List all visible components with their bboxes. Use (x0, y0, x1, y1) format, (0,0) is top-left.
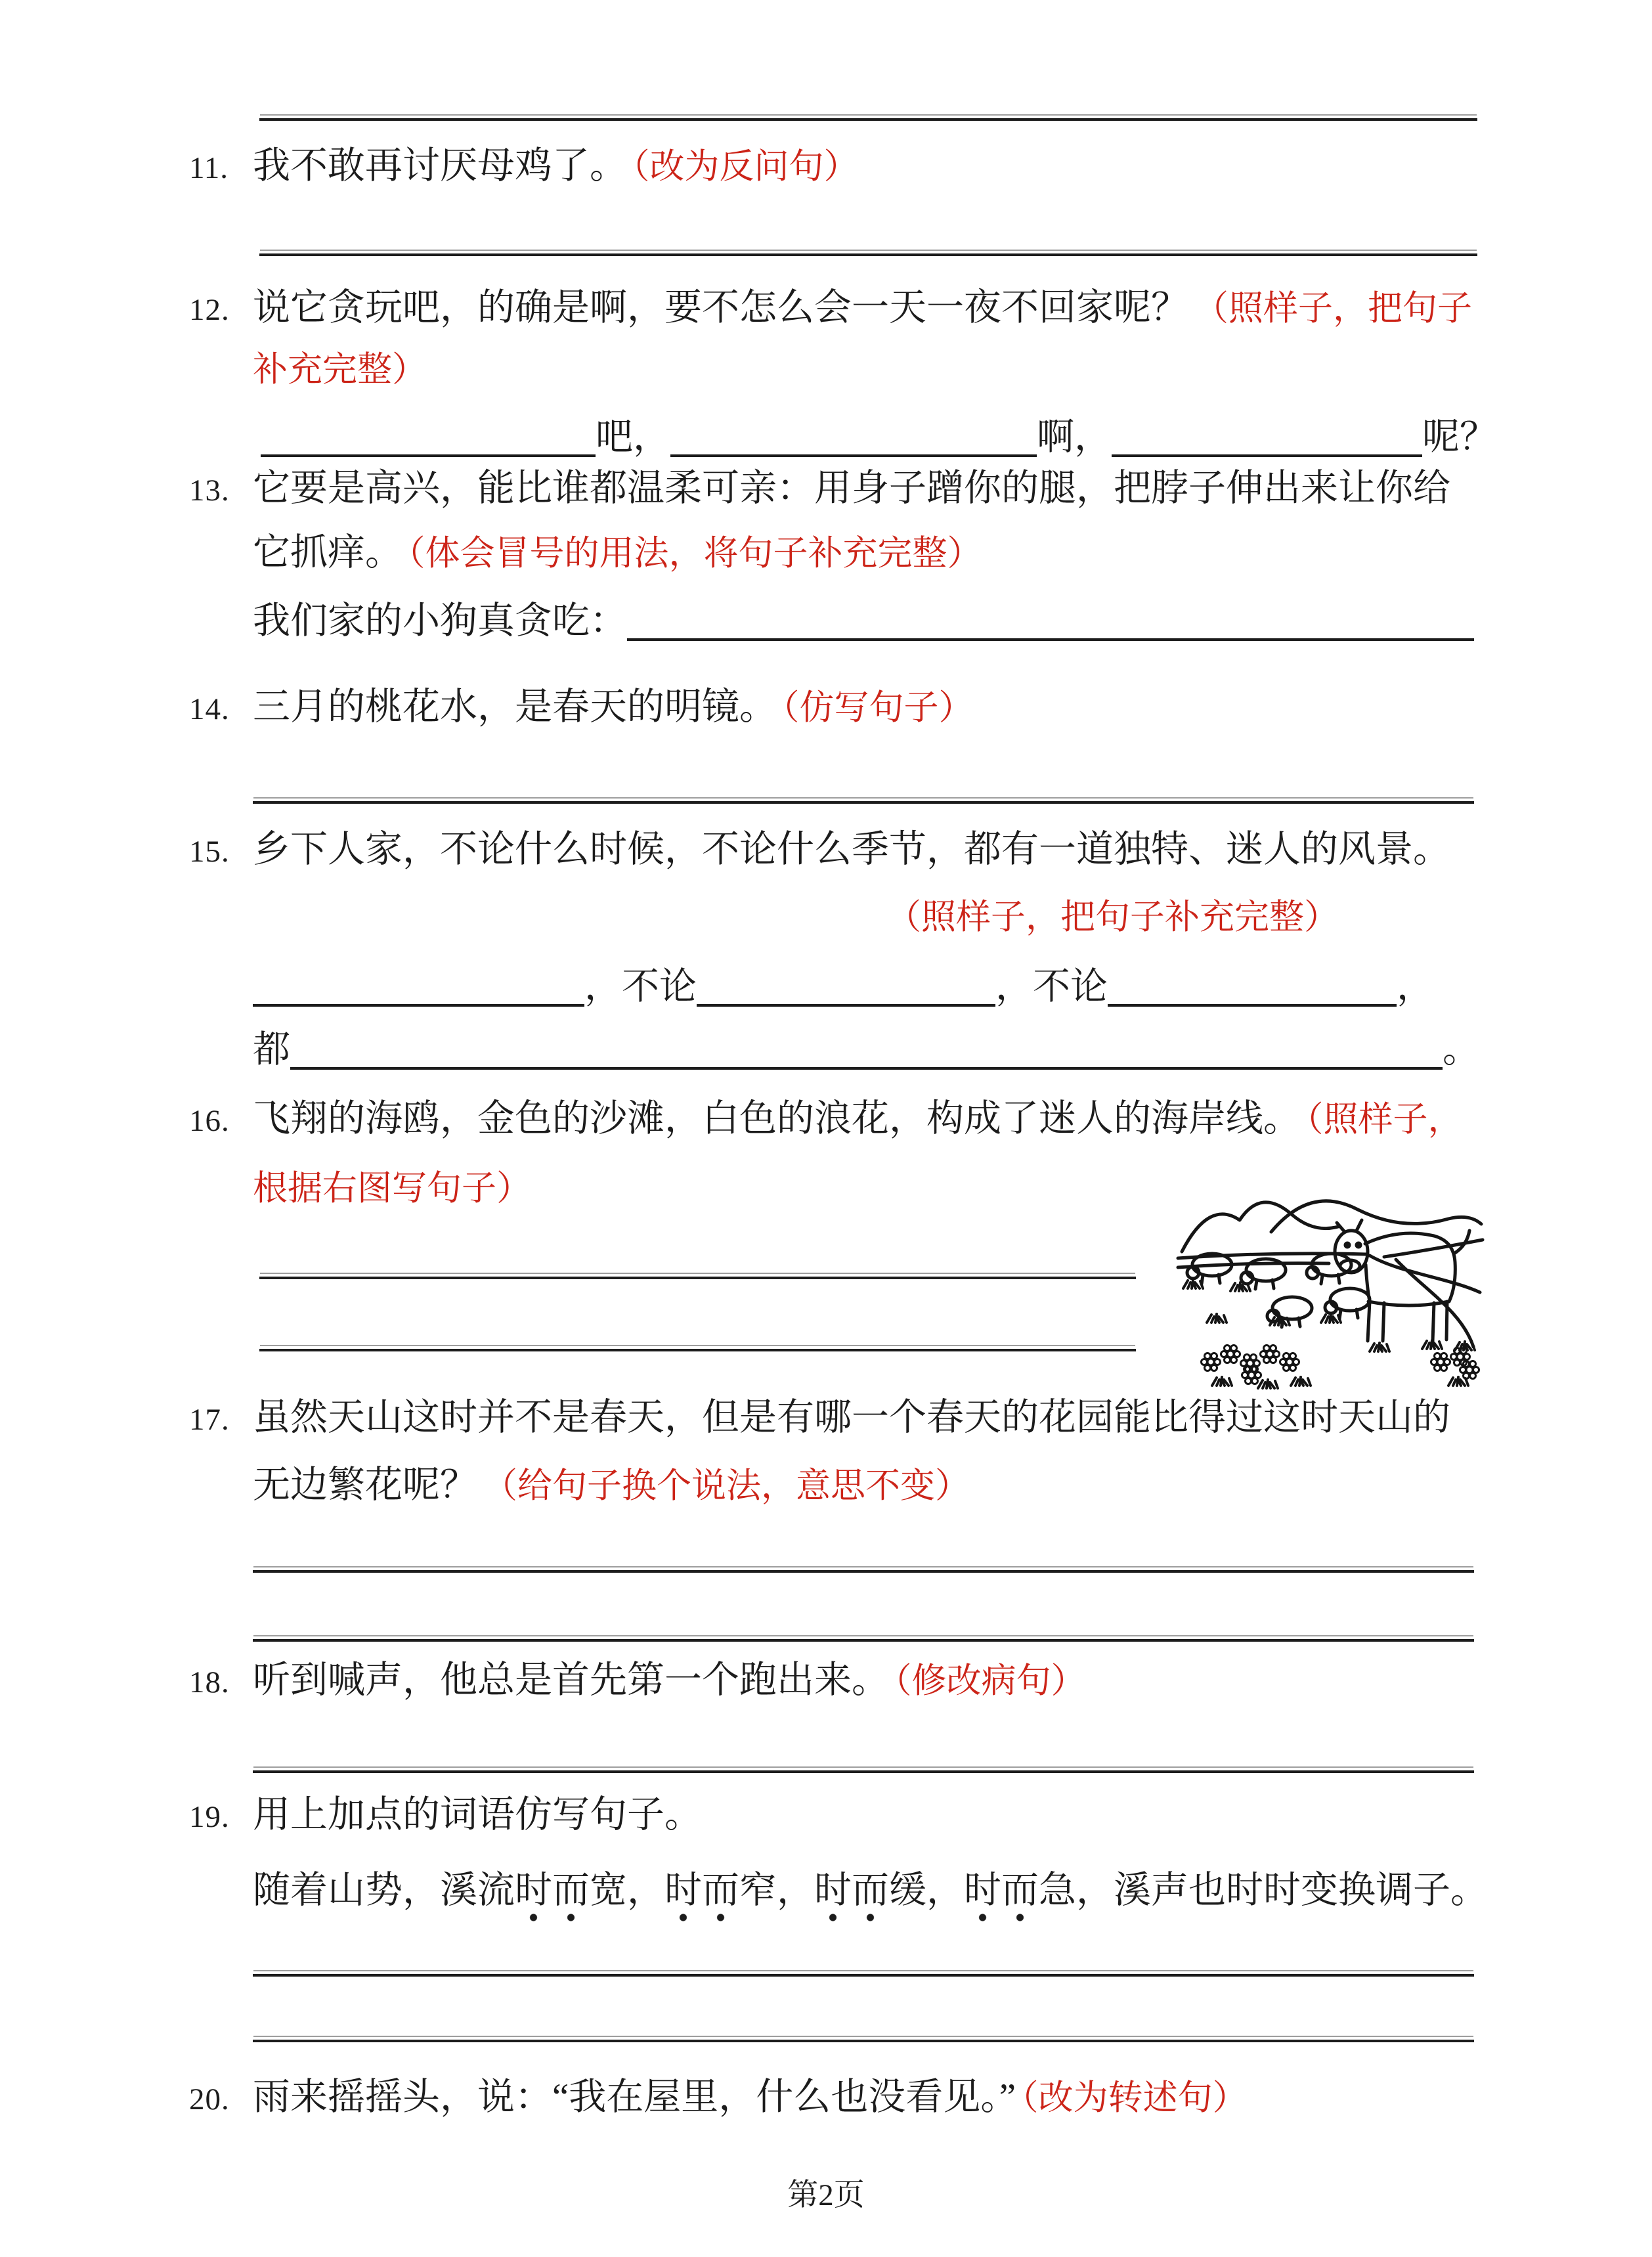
fill-word: 呢？ (1422, 416, 1497, 458)
sentence-segment: 急，溪声也时时变换调子。 (1039, 1870, 1488, 1911)
question-text: 三月的桃花水，是春天的明镜。 (253, 686, 777, 728)
question-text: 我不敢再讨厌母鸡了。 (253, 145, 627, 186)
question-number: 11. (189, 151, 229, 185)
answer-line[interactable] (253, 1570, 1474, 1573)
question-19-example-sentence (253, 1870, 1488, 1911)
answer-line[interactable] (253, 801, 1474, 804)
fill-word: ， (1397, 966, 1434, 1007)
question-text: 虽然天山这时并不是春天，但是有哪一个春天的花园能比得过这时天山的 (253, 1397, 1450, 1438)
pasture-illustration (1173, 1153, 1494, 1390)
answer-line[interactable] (253, 2040, 1474, 2042)
question-13 (189, 468, 1450, 511)
question-18 (189, 1660, 1086, 1703)
question-text: 说它贪玩吧，的确是啊，要不怎么会一天一夜不回家呢？ (253, 287, 1188, 328)
question-number: 17. (189, 1403, 230, 1437)
answer-line[interactable] (259, 1277, 1136, 1279)
fill-word: 都 (253, 1029, 290, 1070)
question-number: 20. (189, 2082, 230, 2116)
pasture-sketch-svg (1173, 1153, 1494, 1390)
sentence-segment: 随着山势，溪流 (253, 1870, 515, 1911)
emphasized-word: 时而 (814, 1870, 889, 1923)
question-15-fill-line2 (253, 1030, 1480, 1070)
question-17 (189, 1397, 1450, 1440)
question-text: 它抓痒。 (253, 532, 402, 573)
question-number: 18. (189, 1665, 230, 1699)
question-15-fill-line (253, 967, 1434, 1007)
instruction-note: （照样子，把句子 (1194, 290, 1472, 328)
question-12 (189, 288, 1472, 330)
question-text: 听到喊声，他总是首先第一个跑出来。 (253, 1659, 889, 1701)
question-number: 12. (189, 293, 230, 327)
fill-word: 吧， (596, 416, 670, 458)
fill-blank[interactable] (627, 605, 1474, 641)
fill-word: 。 (1443, 1029, 1480, 1070)
emphasized-word: 时而 (515, 1870, 590, 1923)
question-13-line2 (253, 533, 982, 574)
question-17-line2 (253, 1465, 970, 1506)
instruction-note: （照样子， (1306, 1101, 1463, 1139)
answer-line[interactable] (253, 1974, 1474, 1977)
answer-line[interactable] (259, 118, 1477, 121)
emphasized-word: 时而 (964, 1870, 1039, 1923)
question-12-note-wrap (253, 349, 427, 390)
question-14 (189, 687, 974, 730)
question-13-prompt-line (253, 601, 1474, 642)
instruction-note: （体会冒号的用法，将句子补充完整） (408, 535, 982, 573)
question-number: 15. (189, 835, 230, 869)
question-15 (189, 829, 1450, 872)
answer-line[interactable] (253, 1770, 1474, 1773)
instruction-note: （改为转述句） (1021, 2079, 1248, 2117)
fill-blank[interactable] (1112, 422, 1422, 457)
page-number: 第2页 (787, 2178, 865, 2212)
fill-word: ，不论 (995, 966, 1108, 1007)
fill-word: 啊， (1037, 416, 1112, 458)
question-12-fill-line (261, 417, 1497, 458)
question-text: 乡下人家，不论什么时候，不论什么季节，都有一道独特、迷人的风景。 (253, 829, 1450, 870)
question-19 (189, 1795, 702, 1837)
question-text: 它要是高兴，能比谁都温柔可亲：用身子蹭你的腿，把脖子伸出来让你给 (253, 468, 1450, 509)
fill-blank[interactable] (697, 971, 995, 1007)
instruction-note: 根据右图写句子） (253, 1170, 531, 1208)
instruction-note: （照样子，把句子补充完整） (886, 898, 1339, 936)
instruction-note: （修改病句） (894, 1662, 1086, 1700)
sentence-segment: 宽， (590, 1870, 664, 1911)
answer-line[interactable] (259, 1349, 1136, 1351)
fill-blank[interactable] (670, 422, 1037, 457)
question-number: 13. (189, 473, 230, 508)
fill-word: ，不论 (584, 966, 697, 1007)
sentence-segment: 缓， (889, 1870, 964, 1911)
question-text: 雨来摇摇头，说：“我在屋里，什么也没看见。” (253, 2076, 1016, 2118)
question-15-note (886, 896, 1339, 938)
instruction-note: 补充完整） (253, 351, 427, 389)
question-text: 无边繁花呢？ (253, 1464, 477, 1506)
question-20 (189, 2077, 1248, 2120)
answer-line[interactable] (253, 1639, 1474, 1642)
question-number: 16. (189, 1104, 230, 1138)
question-16 (189, 1099, 1463, 1141)
emphasized-word: 时而 (664, 1870, 739, 1923)
instruction-note: （给句子换个说法，意思不变） (483, 1467, 970, 1505)
question-number: 14. (189, 692, 230, 726)
instruction-note: （改为反问句） (632, 148, 859, 186)
question-text: 用上加点的词语仿写句子。 (253, 1794, 702, 1835)
fill-blank[interactable] (1108, 971, 1397, 1007)
question-16-note-wrap (253, 1168, 531, 1209)
sentence-segment: 窄， (739, 1870, 814, 1911)
answer-line[interactable] (259, 253, 1477, 256)
fill-blank[interactable] (261, 422, 596, 457)
question-number: 19. (189, 1800, 230, 1834)
fill-blank[interactable] (253, 971, 584, 1007)
question-text: 飞翔的海鸥，金色的沙滩，白色的浪花，构成了迷人的海岸线。 (253, 1098, 1301, 1139)
fill-blank[interactable] (290, 1034, 1443, 1070)
question-11 (189, 146, 859, 188)
prompt-text: 我们家的小狗真贪吃： (253, 600, 627, 642)
instruction-note: （仿写句子） (782, 689, 974, 727)
